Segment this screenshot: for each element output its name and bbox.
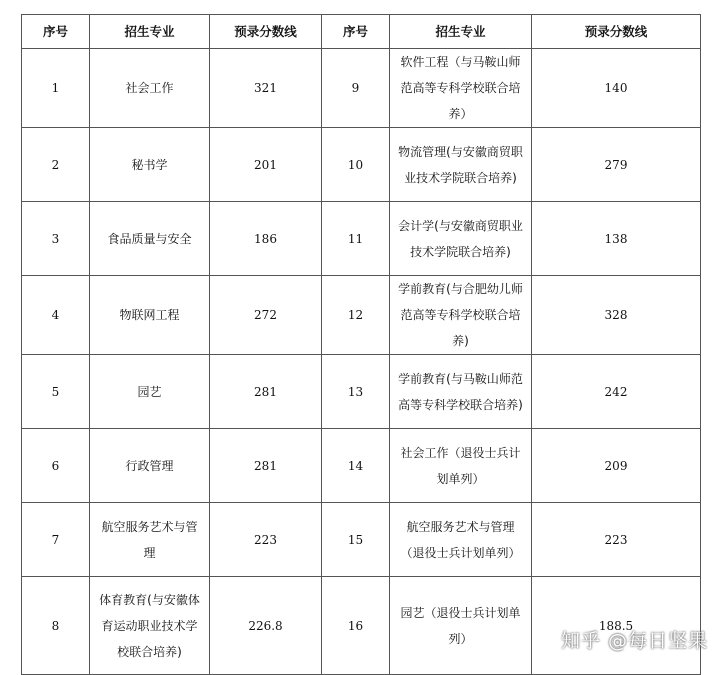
row-index: 14	[322, 429, 390, 503]
table-row	[22, 202, 701, 276]
table-row	[22, 276, 701, 355]
major-name: 社会工作	[90, 49, 210, 128]
major-name: 软件工程（与马鞍山师范高等专科学校联合培养）	[390, 49, 532, 128]
row-index: 10	[322, 128, 390, 202]
table-row	[22, 49, 701, 128]
cutoff-score: 279	[532, 128, 701, 202]
cutoff-score: 140	[532, 49, 701, 128]
major-name: 物联网工程	[90, 276, 210, 355]
header-score: 预录分数线	[210, 15, 322, 49]
row-index: 6	[22, 429, 90, 503]
cutoff-score: 281	[210, 355, 322, 429]
major-name: 园艺	[90, 355, 210, 429]
major-name: 物流管理(与安徽商贸职业技术学院联合培养)	[390, 128, 532, 202]
cutoff-score: 209	[532, 429, 701, 503]
row-index: 2	[22, 128, 90, 202]
table-body	[22, 49, 701, 675]
table-row	[22, 355, 701, 429]
cutoff-score: 272	[210, 276, 322, 355]
cutoff-score: 321	[210, 49, 322, 128]
major-name: 航空服务艺术与管理	[90, 503, 210, 577]
major-name: 食品质量与安全	[90, 202, 210, 276]
cutoff-score: 226.8	[210, 577, 322, 675]
cutoff-score: 188.5	[532, 577, 701, 675]
cutoff-score: 242	[532, 355, 701, 429]
header-major: 招生专业	[390, 15, 532, 49]
cutoff-score: 138	[532, 202, 701, 276]
row-index: 11	[322, 202, 390, 276]
row-index: 7	[22, 503, 90, 577]
major-name: 体育教育(与安徽体育运动职业技术学校联合培养)	[90, 577, 210, 675]
major-name: 学前教育(与合肥幼儿师范高等专科学校联合培养)	[390, 276, 532, 355]
major-name: 学前教育(与马鞍山师范高等专科学校联合培养)	[390, 355, 532, 429]
cutoff-score: 186	[210, 202, 322, 276]
row-index: 16	[322, 577, 390, 675]
row-index: 4	[22, 276, 90, 355]
cutoff-score: 223	[210, 503, 322, 577]
major-name: 园艺（退役士兵计划单列）	[390, 577, 532, 675]
row-index: 15	[322, 503, 390, 577]
header-major: 招生专业	[90, 15, 210, 49]
row-index: 8	[22, 577, 90, 675]
row-index: 12	[322, 276, 390, 355]
row-index: 5	[22, 355, 90, 429]
cutoff-score: 201	[210, 128, 322, 202]
header-index: 序号	[22, 15, 90, 49]
major-name: 秘书学	[90, 128, 210, 202]
row-index: 1	[22, 49, 90, 128]
major-name: 社会工作（退役士兵计划单列）	[390, 429, 532, 503]
table-row	[22, 503, 701, 577]
admission-score-table	[21, 14, 701, 675]
watermark: 知乎 @每日坚果	[560, 630, 708, 652]
table-row	[22, 128, 701, 202]
major-name: 行政管理	[90, 429, 210, 503]
row-index: 13	[322, 355, 390, 429]
cutoff-score: 223	[532, 503, 701, 577]
header-score: 预录分数线	[532, 15, 701, 49]
row-index: 9	[322, 49, 390, 128]
header-row	[22, 15, 701, 49]
cutoff-score: 281	[210, 429, 322, 503]
table-row	[22, 429, 701, 503]
major-name: 会计学(与安徽商贸职业技术学院联合培养)	[390, 202, 532, 276]
header-index: 序号	[322, 15, 390, 49]
cutoff-score: 328	[532, 276, 701, 355]
major-name: 航空服务艺术与管理（退役士兵计划单列）	[390, 503, 532, 577]
row-index: 3	[22, 202, 90, 276]
